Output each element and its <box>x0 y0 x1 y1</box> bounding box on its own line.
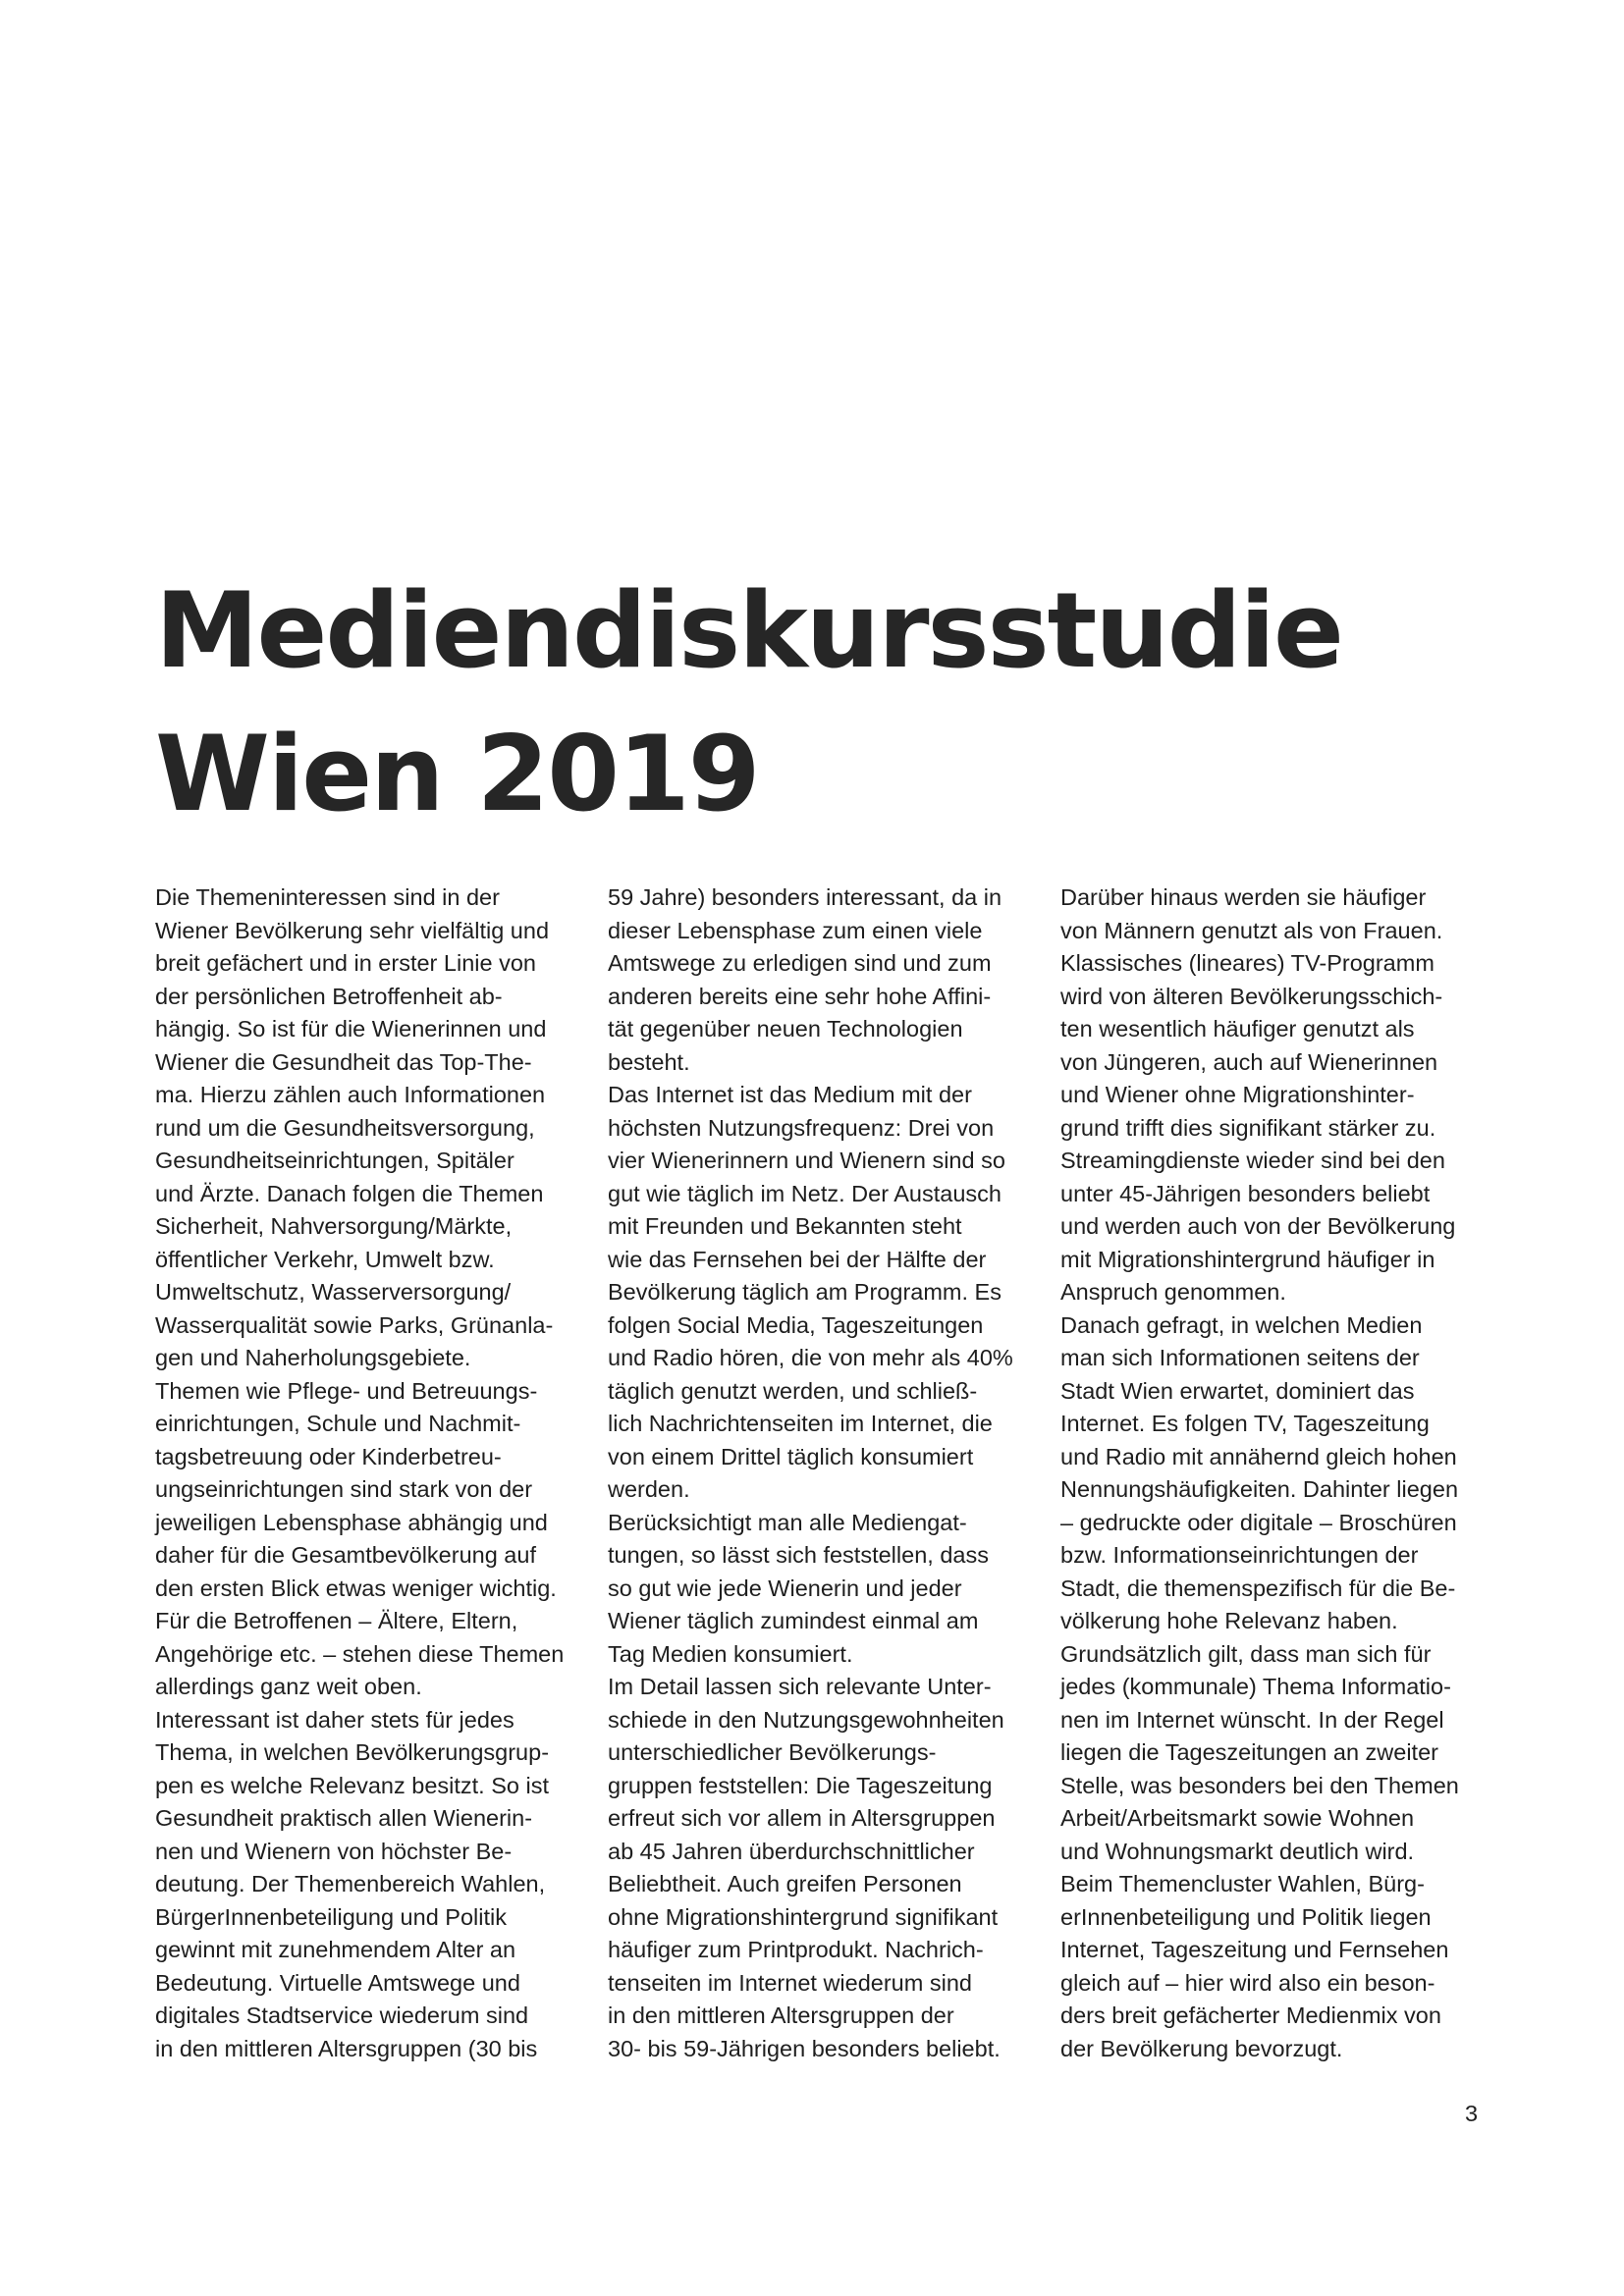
text-line: den ersten Blick etwas weniger wichtig. <box>155 1575 557 1601</box>
text-line: Gesundheit praktisch allen Wienerin- <box>155 1805 533 1831</box>
text-line: Stadt Wien erwartet, dominiert das <box>1060 1377 1415 1404</box>
text-line: der Bevölkerung bevorzugt. <box>1060 2035 1343 2061</box>
text-line: der persönlichen Betroffenheit ab- <box>155 983 503 1009</box>
text-line: ungseinrichtungen sind stark von der <box>155 1476 533 1502</box>
text-line: tungen, so lässt sich feststellen, dass <box>608 1542 989 1568</box>
title-line-1: Mediendiskursstudie <box>155 570 1342 691</box>
text-line: hängig. So ist für die Wienerinnen und <box>155 1016 547 1041</box>
text-column-2 <box>608 881 1040 2065</box>
text-line: deutung. Der Themenbereich Wahlen, <box>155 1871 546 1896</box>
text-line: und Ärzte. Danach folgen die Themen <box>155 1180 544 1206</box>
text-line: tenseiten im Internet wiederum sind <box>608 1969 972 1996</box>
text-line: jedes (kommunale) Thema Informatio- <box>1060 1674 1451 1699</box>
text-line: Wiener die Gesundheit das Top-The- <box>155 1048 532 1075</box>
text-line: Anspruch genommen. <box>1060 1279 1286 1305</box>
text-line: Die Themeninteressen sind in der <box>155 884 500 910</box>
text-line: Amtswege zu erledigen sind und zum <box>608 950 992 976</box>
text-line: mit Freunden und Bekannten steht <box>608 1213 962 1239</box>
text-line: breit gefächert und in erster Linie von <box>155 950 536 976</box>
text-line: lich Nachrichtenseiten im Internet, die <box>608 1411 993 1436</box>
text-line: Bevölkerung täglich am Programm. Es <box>608 1279 1001 1305</box>
text-line: schiede in den Nutzungsgewohnheiten <box>608 1706 1004 1733</box>
text-line: völkerung hohe Relevanz haben. <box>1060 1608 1398 1633</box>
text-line: Das Internet ist das Medium mit der <box>608 1082 972 1107</box>
text-line: von Jüngeren, auch auf Wienerinnen <box>1060 1048 1438 1075</box>
text-line: ohne Migrationshintergrund signifikant <box>608 1903 999 1930</box>
text-line: Interessant ist daher stets für jedes <box>155 1706 514 1733</box>
text-line: Danach gefragt, in welchen Medien <box>1060 1311 1423 1338</box>
text-line: von Männern genutzt als von Frauen. <box>1060 917 1443 943</box>
text-line: Stelle, was besonders bei den Themen <box>1060 1772 1459 1798</box>
text-line: folgen Social Media, Tageszeitungen <box>608 1311 984 1338</box>
text-line: und werden auch von der Bevölkerung <box>1060 1213 1456 1239</box>
text-line: vier Wienerinnern und Wienern sind so <box>608 1148 1005 1173</box>
text-line: von einem Drittel täglich konsumiert <box>608 1443 974 1469</box>
text-line: Nennungshäufigkeiten. Dahinter liegen <box>1060 1476 1459 1502</box>
text-column-3 <box>1060 881 1492 2065</box>
text-line: erfreut sich vor allem in Altersgruppen <box>608 1805 996 1831</box>
text-line: – gedruckte oder digitale – Broschüren <box>1060 1509 1457 1535</box>
text-line: gen und Naherholungsgebiete. <box>155 1345 471 1370</box>
text-line: so gut wie jede Wienerin und jeder <box>608 1575 962 1601</box>
text-line: werden. <box>608 1476 690 1502</box>
text-line: und Radio hören, die von mehr als 40% <box>608 1345 1013 1370</box>
title-line-2: Wien 2019 <box>155 714 759 834</box>
text-line: tagsbetreuung oder Kinderbetreu- <box>155 1443 502 1469</box>
text-line: daher für die Gesamtbevölkerung auf <box>155 1542 536 1568</box>
text-line: höchsten Nutzungsfrequenz: Drei von <box>608 1114 995 1141</box>
text-line: Thema, in welchen Bevölkerungsgrup- <box>155 1739 550 1765</box>
text-line: gruppen feststellen: Die Tageszeitung <box>608 1772 993 1798</box>
text-line: Themen wie Pflege- und Betreuungs- <box>155 1377 538 1404</box>
text-line: Wiener täglich zumindest einmal am <box>608 1608 979 1633</box>
text-column-1 <box>155 881 587 2065</box>
text-line: Im Detail lassen sich relevante Unter- <box>608 1674 992 1699</box>
text-line: BürgerInnenbeteiligung und Politik <box>155 1903 507 1930</box>
text-line: unter 45-Jährigen besonders beliebt <box>1060 1180 1431 1206</box>
text-line: Beliebtheit. Auch greifen Personen <box>608 1871 962 1896</box>
text-line: man sich Informationen seitens der <box>1060 1345 1420 1370</box>
text-line: jeweiligen Lebensphase abhängig und <box>155 1509 548 1535</box>
text-line: Sicherheit, Nahversorgung/Märkte, <box>155 1213 513 1239</box>
text-line: gleich auf – hier wird also ein beson- <box>1060 1969 1435 1996</box>
text-line: und Wohnungsmarkt deutlich wird. <box>1060 1838 1415 1864</box>
text-line: Umweltschutz, Wasserversorgung/ <box>155 1279 512 1305</box>
text-line: ten wesentlich häufiger genutzt als <box>1060 1016 1415 1041</box>
text-line: ma. Hierzu zählen auch Informationen <box>155 1082 546 1107</box>
page-number: 3 <box>1465 2101 1479 2126</box>
text-line: ders breit gefächerter Medienmix von <box>1060 2002 1441 2028</box>
text-line: digitales Stadtservice wiederum sind <box>155 2002 529 2028</box>
text-line: wird von älteren Bevölkerungsschich- <box>1060 983 1443 1009</box>
text-line: ab 45 Jahren überdurchschnittlicher <box>608 1838 975 1864</box>
text-line: Klassisches (lineares) TV-Programm <box>1060 950 1435 976</box>
text-line: rund um die Gesundheitsversorgung, <box>155 1114 535 1141</box>
text-line: Streamingdienste wieder sind bei den <box>1060 1148 1445 1173</box>
text-line: allerdings ganz weit oben. <box>155 1674 422 1699</box>
text-line: und Wiener ohne Migrationshinter- <box>1060 1082 1415 1107</box>
text-line: gewinnt mit zunehmendem Alter an <box>155 1937 516 1962</box>
text-line: Wiener Bevölkerung sehr vielfältig und <box>155 917 550 943</box>
text-line: Arbeit/Arbeitsmarkt sowie Wohnen <box>1060 1805 1415 1831</box>
text-line: Für die Betroffenen – Ältere, Eltern, <box>155 1608 518 1633</box>
text-line: besteht. <box>608 1048 690 1075</box>
text-line: nen im Internet wünscht. In der Regel <box>1060 1706 1444 1733</box>
text-line: Internet. Es folgen TV, Tageszeitung <box>1060 1411 1430 1436</box>
page-title <box>155 560 1342 846</box>
text-line: Internet, Tageszeitung und Fernsehen <box>1060 1937 1449 1962</box>
text-line: Angehörige etc. – stehen diese Themen <box>155 1640 565 1667</box>
text-line: mit Migrationshintergrund häufiger in <box>1060 1246 1435 1272</box>
text-line: und Radio mit annähernd gleich hohen <box>1060 1443 1457 1469</box>
text-line: tät gegenüber neuen Technologien <box>608 1016 963 1041</box>
text-line: nen und Wienern von höchster Be- <box>155 1838 513 1864</box>
text-line: einrichtungen, Schule und Nachmit- <box>155 1411 521 1436</box>
text-line: bzw. Informationseinrichtungen der <box>1060 1542 1419 1568</box>
text-line: Gesundheitseinrichtungen, Spitäler <box>155 1148 514 1173</box>
text-line: anderen bereits eine sehr hohe Affini- <box>608 983 992 1009</box>
text-line: öffentlicher Verkehr, Umwelt bzw. <box>155 1246 495 1272</box>
text-line: wie das Fernsehen bei der Hälfte der <box>608 1246 987 1272</box>
text-line: täglich genutzt werden, und schließ- <box>608 1377 978 1404</box>
text-line: 59 Jahre) besonders interessant, da in <box>608 884 1002 910</box>
text-line: erInnenbeteiligung und Politik liegen <box>1060 1903 1432 1930</box>
text-line: Tag Medien konsumiert. <box>608 1640 853 1667</box>
text-line: 30- bis 59-Jährigen besonders beliebt. <box>608 2035 1001 2061</box>
text-line: Stadt, die themenspezifisch für die Be- <box>1060 1575 1456 1601</box>
text-line: liegen die Tageszeitungen an zweiter <box>1060 1739 1438 1765</box>
text-line: in den mittleren Altersgruppen der <box>608 2002 954 2028</box>
text-line: häufiger zum Printprodukt. Nachrich- <box>608 1937 984 1962</box>
text-line: Darüber hinaus werden sie häufiger <box>1060 884 1427 910</box>
text-line: dieser Lebensphase zum einen viele <box>608 917 983 943</box>
text-line: unterschiedlicher Bevölkerungs- <box>608 1739 937 1765</box>
text-line: Berücksichtigt man alle Mediengat- <box>608 1509 967 1535</box>
text-line: gut wie täglich im Netz. Der Austausch <box>608 1180 1001 1206</box>
text-line: grund trifft dies signifikant stärker zu. <box>1060 1114 1436 1141</box>
text-line: Wasserqualität sowie Parks, Grünanla- <box>155 1311 554 1338</box>
text-line: in den mittleren Altersgruppen (30 bis <box>155 2035 538 2061</box>
text-line: pen es welche Relevanz besitzt. So ist <box>155 1772 550 1798</box>
text-line: Grundsätzlich gilt, dass man sich für <box>1060 1640 1432 1667</box>
text-line: Beim Themencluster Wahlen, Bürg- <box>1060 1871 1425 1896</box>
text-line: Bedeutung. Virtuelle Amtswege und <box>155 1969 520 1996</box>
